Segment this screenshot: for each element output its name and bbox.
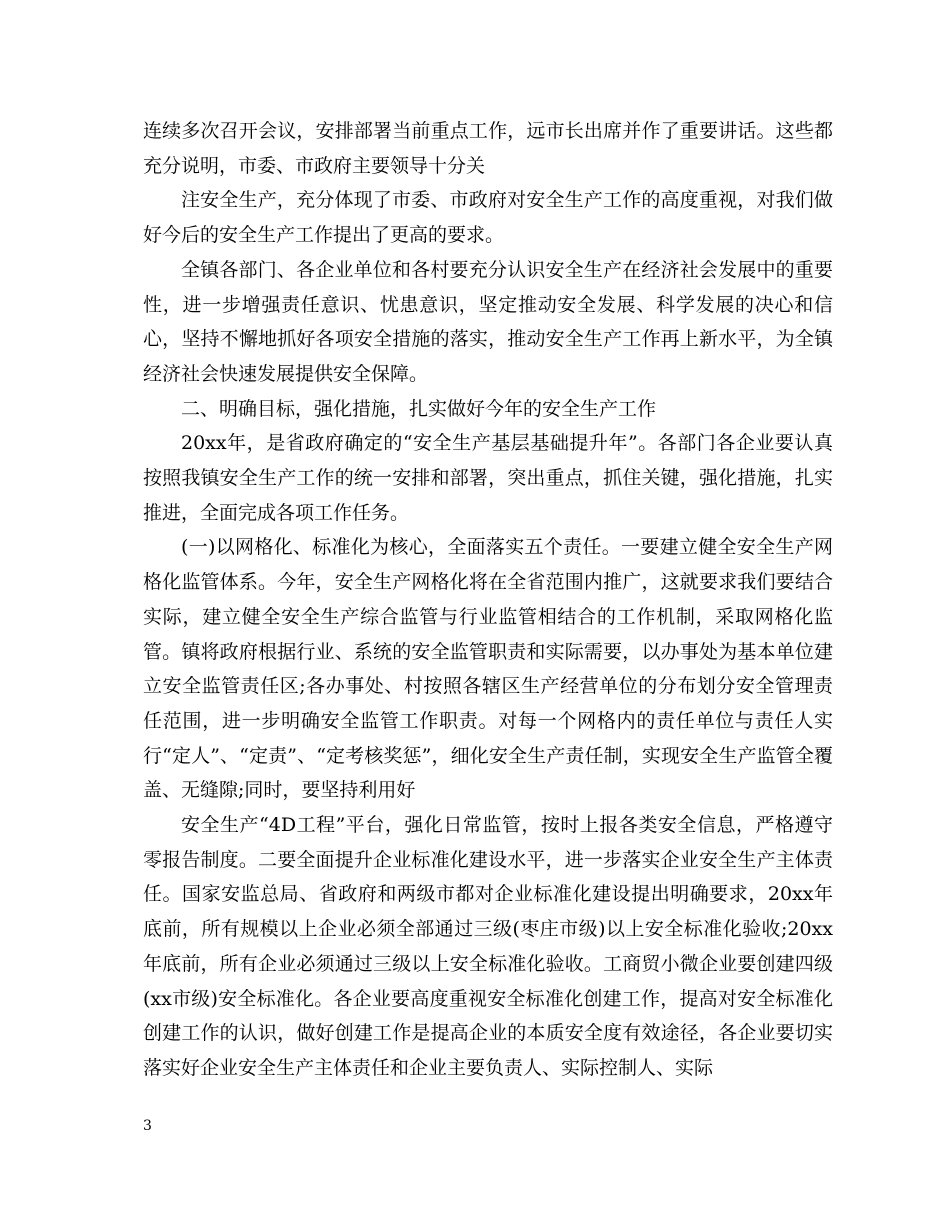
paragraph-2: 注安全生产，充分体现了市委、市政府对安全生产工作的高度重视，对我们做好今后的安全生产工作提出了更高的要求。 xyxy=(143,189,833,247)
paragraph-1: 连续多次召开会议，安排部署当前重点工作，远市长出席并作了重要讲话。这些都充分说明，市委、市政府主要领导十分关 xyxy=(143,120,833,177)
paragraph-3: 全镇各部门、各企业单位和各村要充分认识安全生产在经济社会发展中的重要性，进一步增强责任意识、忧患意识，坚定推动安全发展、科学发展的决心和信心，坚持不懈地抓好各项安全措施的落实，推动安全生产工作再上新水平，为全镇经济社会快速发展提供安全保障。 xyxy=(143,258,833,385)
page-number: 3 xyxy=(143,1118,152,1134)
paragraph-4: 20xx年，是省政府确定的“安全生产基层基础提升年”。各部门各企业要认真按照我镇安全生产工作的统一安排和部署，突出重点，抓住关键，强化措施，扎实推进，全面完成各项工作任务。 xyxy=(143,432,833,524)
paragraph-5: (一)以网格化、标准化为核心，全面落实五个责任。一要建立健全安全生产网格化监管体系。今年，安全生产网格化将在全省范围内推广，这就要求我们要结合实际，建立健全安全生产综合监管与行业监管相结合的工作机制，采取网格化监管。镇将政府根据行业、系统的安全监管职责和实际需要，以办事处为基本单位建立安全监管责任区;各办事处、村按照各辖区生产经营单位的分布划分安全管理责任范围，进一步明确安全监管工作职责。对每一个网格内的责任单位与责任人实行“定人”、“定责”、“定考核奖惩”，细化安全生产责任制，实现安全生产监管全覆盖、无缝隙;同时，要坚持利用好 xyxy=(143,536,833,802)
section-heading: 二、明确目标，强化措施，扎实做好今年的安全生产工作 xyxy=(181,397,657,420)
paragraph-6: 安全生产“4D工程”平台，强化日常监管，按时上报各类安全信息，严格遵守零报告制度。二要全面提升企业标准化建设水平，进一步落实企业安全生产主体责任。国家安监总局、省政府和两级市都对企业标准化建设提出明确要求，20xx年底前，所有规模以上企业必须全部通过三级(枣庄市级)以上安全标准化验收;20xx年底前，所有企业必须通过三级以上安全标准化验收。工商贸小微企业要创建四级(xx市级)安全标准化。各企业要高度重视安全标准化创建工作，提高对安全标准化创建工作的认识，做好创建工作是提高企业的本质安全度有效途径，各企业要切实落实好企业安全生产主体责任和企业主要负责人、实际控制人、实际 xyxy=(143,814,833,1079)
body-text xyxy=(143,114,833,1086)
